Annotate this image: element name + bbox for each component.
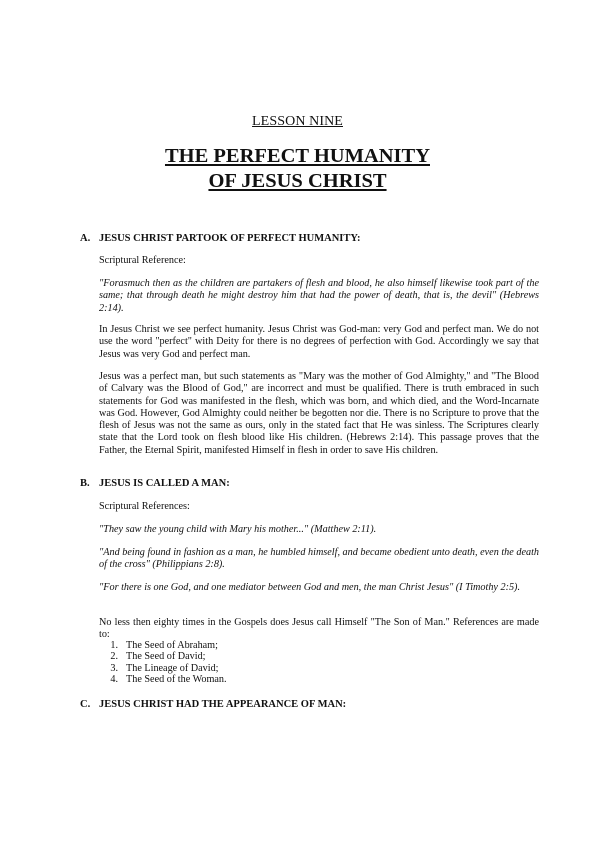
section-heading-text: JESUS CHRIST PARTOOK OF PERFECT HUMANITY: — [99, 233, 361, 244]
section-b-quote-1: "They saw the young child with Mary his mother..." (Matthew 2:11). — [99, 524, 377, 535]
section-heading-text: JESUS IS CALLED A MAN: — [99, 478, 230, 489]
section-a-heading — [80, 233, 361, 244]
section-a-quote: "Forasmuch then as the children are partakers of flesh and blood, he also himself likewise took part of the same; that through death he might destroy him that had the power of death, that is, the devil" (Hebrews 2:14). — [99, 278, 539, 314]
lesson-label: LESSON NINE — [252, 114, 343, 129]
section-a-ref-label: Scriptural Reference: — [99, 255, 186, 266]
section-b-heading — [80, 478, 230, 489]
section-a-paragraph-1: In Jesus Christ we see perfect humanity. Jesus Christ was God-man: very God and perfect man. We do not use the word "perfect" with Deity for there is no degrees of perfection with God. Accordingly we say that Jesus was very God and perfect man. — [99, 324, 539, 360]
title-line-1: THE PERFECT HUMANITY — [164, 145, 430, 167]
section-letter: C. — [80, 699, 91, 710]
section-heading-text: JESUS CHRIST HAD THE APPEARANCE OF MAN: — [99, 699, 347, 710]
list-item: 1. The Seed of Abraham; — [110, 640, 218, 651]
list-item: 3. The Lineage of David; — [110, 662, 219, 674]
section-b-quote-2: "And being found in fashion as a man, he humbled himself, and became obedient unto death, even the death of the cross" (Philippians 2:8). — [99, 547, 539, 571]
list-item: 2. The Seed of David; — [110, 651, 206, 663]
section-b-list — [99, 640, 227, 686]
list-item: 4. The Seed of the Woman. — [110, 674, 227, 686]
section-b-ref-label: Scriptural References: — [99, 501, 190, 512]
section-c-heading — [80, 699, 346, 710]
section-b-paragraph-1: No less then eighty times in the Gospels does Jesus call Himself "The Son of Man." References are made to: — [99, 617, 539, 641]
section-a-paragraph-2: Jesus was a perfect man, but such statements as "Mary was the mother of God Almighty," and "The Blood of Calvary was the Blood of God," are incorrect and must be qualified. There is truth embraced in such statements for God was manifested in the flesh, which was born, and which died, and the Word-Incarnate was God. However, God Almighty could neither be begotten nor die. There is no Scripture to prove that the flesh of Jesus was not the same as ours, only in the stated fact that He was sinless. The Scriptures clearly state that the Lord took on flesh blood like His children. (Hebrews 2:14). This passage proves that the Father, the Eternal Spirit, manifested Himself in flesh in order to save His children. — [99, 371, 539, 456]
section-letter: B. — [80, 478, 90, 489]
page-title — [0, 144, 595, 194]
title-line-2: OF JESUS CHRIST — [208, 170, 387, 192]
section-letter: A. — [80, 233, 91, 244]
section-b-quote-3: "For there is one God, and one mediator between God and men, the man Christ Jesus" (I Timothy 2:5). — [99, 582, 520, 593]
